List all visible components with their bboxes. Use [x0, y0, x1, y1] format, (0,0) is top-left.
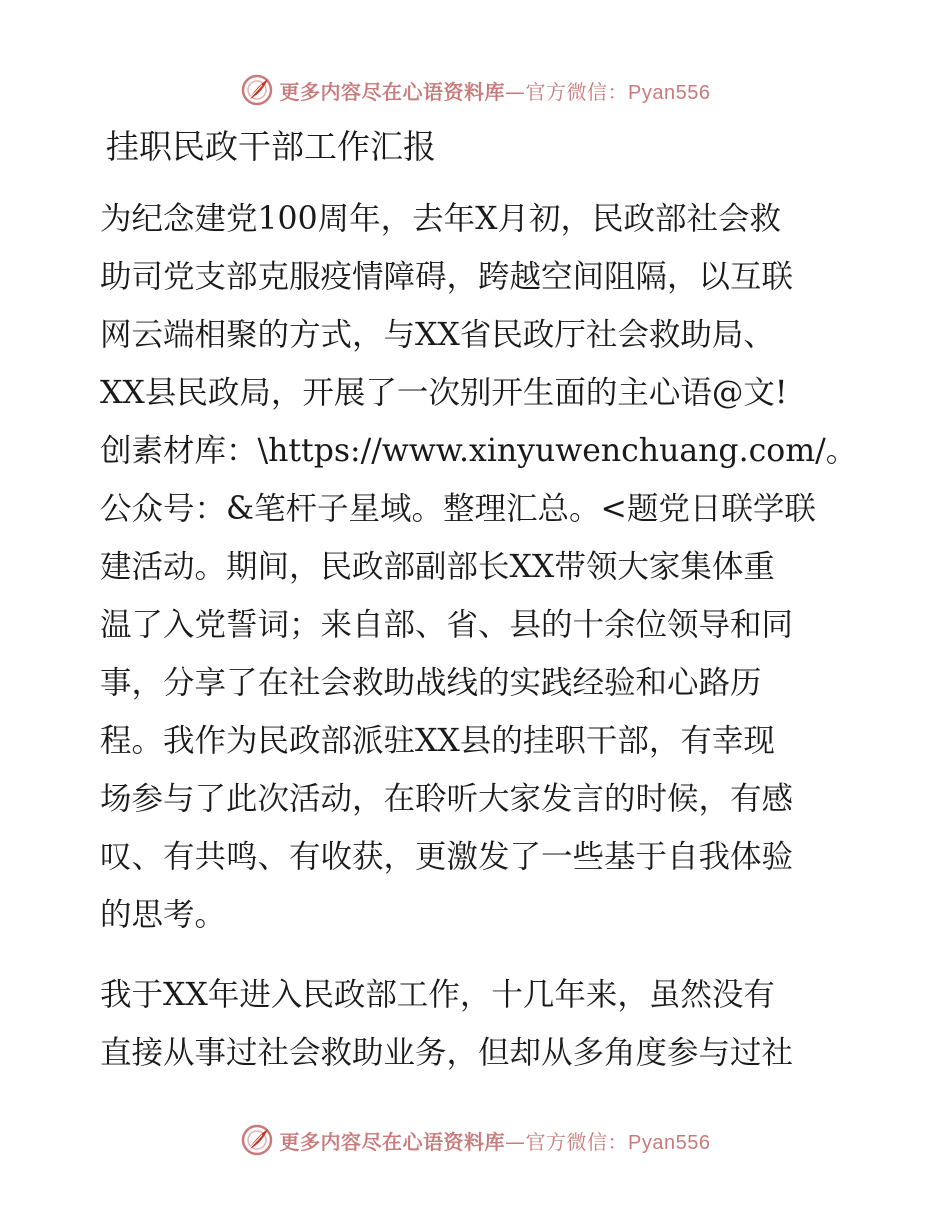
text-line: 建活动。期间，民政部副部长XX带领大家集体重 — [100, 549, 775, 585]
text-line: 叹、有共鸣、有收获，更激发了一些基于自我体验 — [100, 839, 794, 875]
text-line: 助司党支部克服疫情障碍，跨越空间阻隔，以互联 — [100, 259, 794, 295]
text-line: 我于XX年进入民政部工作，十几年来，虽然没有 — [100, 977, 775, 1013]
watermark-wechat-id: Pyan556 — [628, 81, 711, 104]
watermark-separator: — — [505, 1129, 526, 1154]
paragraph-2 — [100, 966, 860, 1082]
text-line: 场参与了此次活动，在聆听大家发言的时候，有感 — [100, 781, 794, 817]
text-line: 程。我作为民政部派驻XX县的挂职干部，有幸现 — [100, 723, 775, 759]
paragraph-1 — [100, 190, 860, 944]
text-line: 创素材库：\https://www.xinyuwenchuang.com/。 — [100, 433, 858, 469]
text-line: 网云端相聚的方式，与XX省民政厅社会救助局、 — [100, 317, 775, 353]
watermark-brand: 更多内容尽在心语资料库 — [279, 1129, 506, 1154]
header-watermark — [0, 70, 950, 110]
document-title: 挂职民政干部工作汇报 — [106, 127, 436, 166]
text-line: 公众号：&笔杆子星域。整理汇总。<题党日联学联 — [100, 491, 816, 527]
watermark-text — [280, 76, 711, 105]
watermark-separator: — — [505, 79, 526, 104]
text-line: 为纪念建党100周年，去年X月初，民政部社会救 — [100, 201, 782, 237]
footer-watermark — [0, 1120, 950, 1160]
watermark-official-label: 官方微信： — [525, 79, 629, 104]
watermark-text — [280, 1126, 711, 1155]
feather-quill-logo-icon — [240, 1123, 274, 1157]
text-line: XX县民政局，开展了一次别开生面的主心语@文! — [100, 375, 788, 411]
text-line: 直接从事过社会救助业务，但却从多角度参与过社 — [100, 1035, 794, 1071]
text-line: 温了入党誓词；来自部、省、县的十余位领导和同 — [100, 607, 794, 643]
feather-quill-logo-icon — [240, 73, 274, 107]
text-line: 的思考。 — [100, 897, 227, 933]
text-line: 事，分享了在社会救助战线的实践经验和心路历 — [100, 665, 762, 701]
watermark-official-label: 官方微信： — [525, 1129, 629, 1154]
watermark-wechat-id: Pyan556 — [628, 1131, 711, 1154]
watermark-brand: 更多内容尽在心语资料库 — [279, 79, 506, 104]
